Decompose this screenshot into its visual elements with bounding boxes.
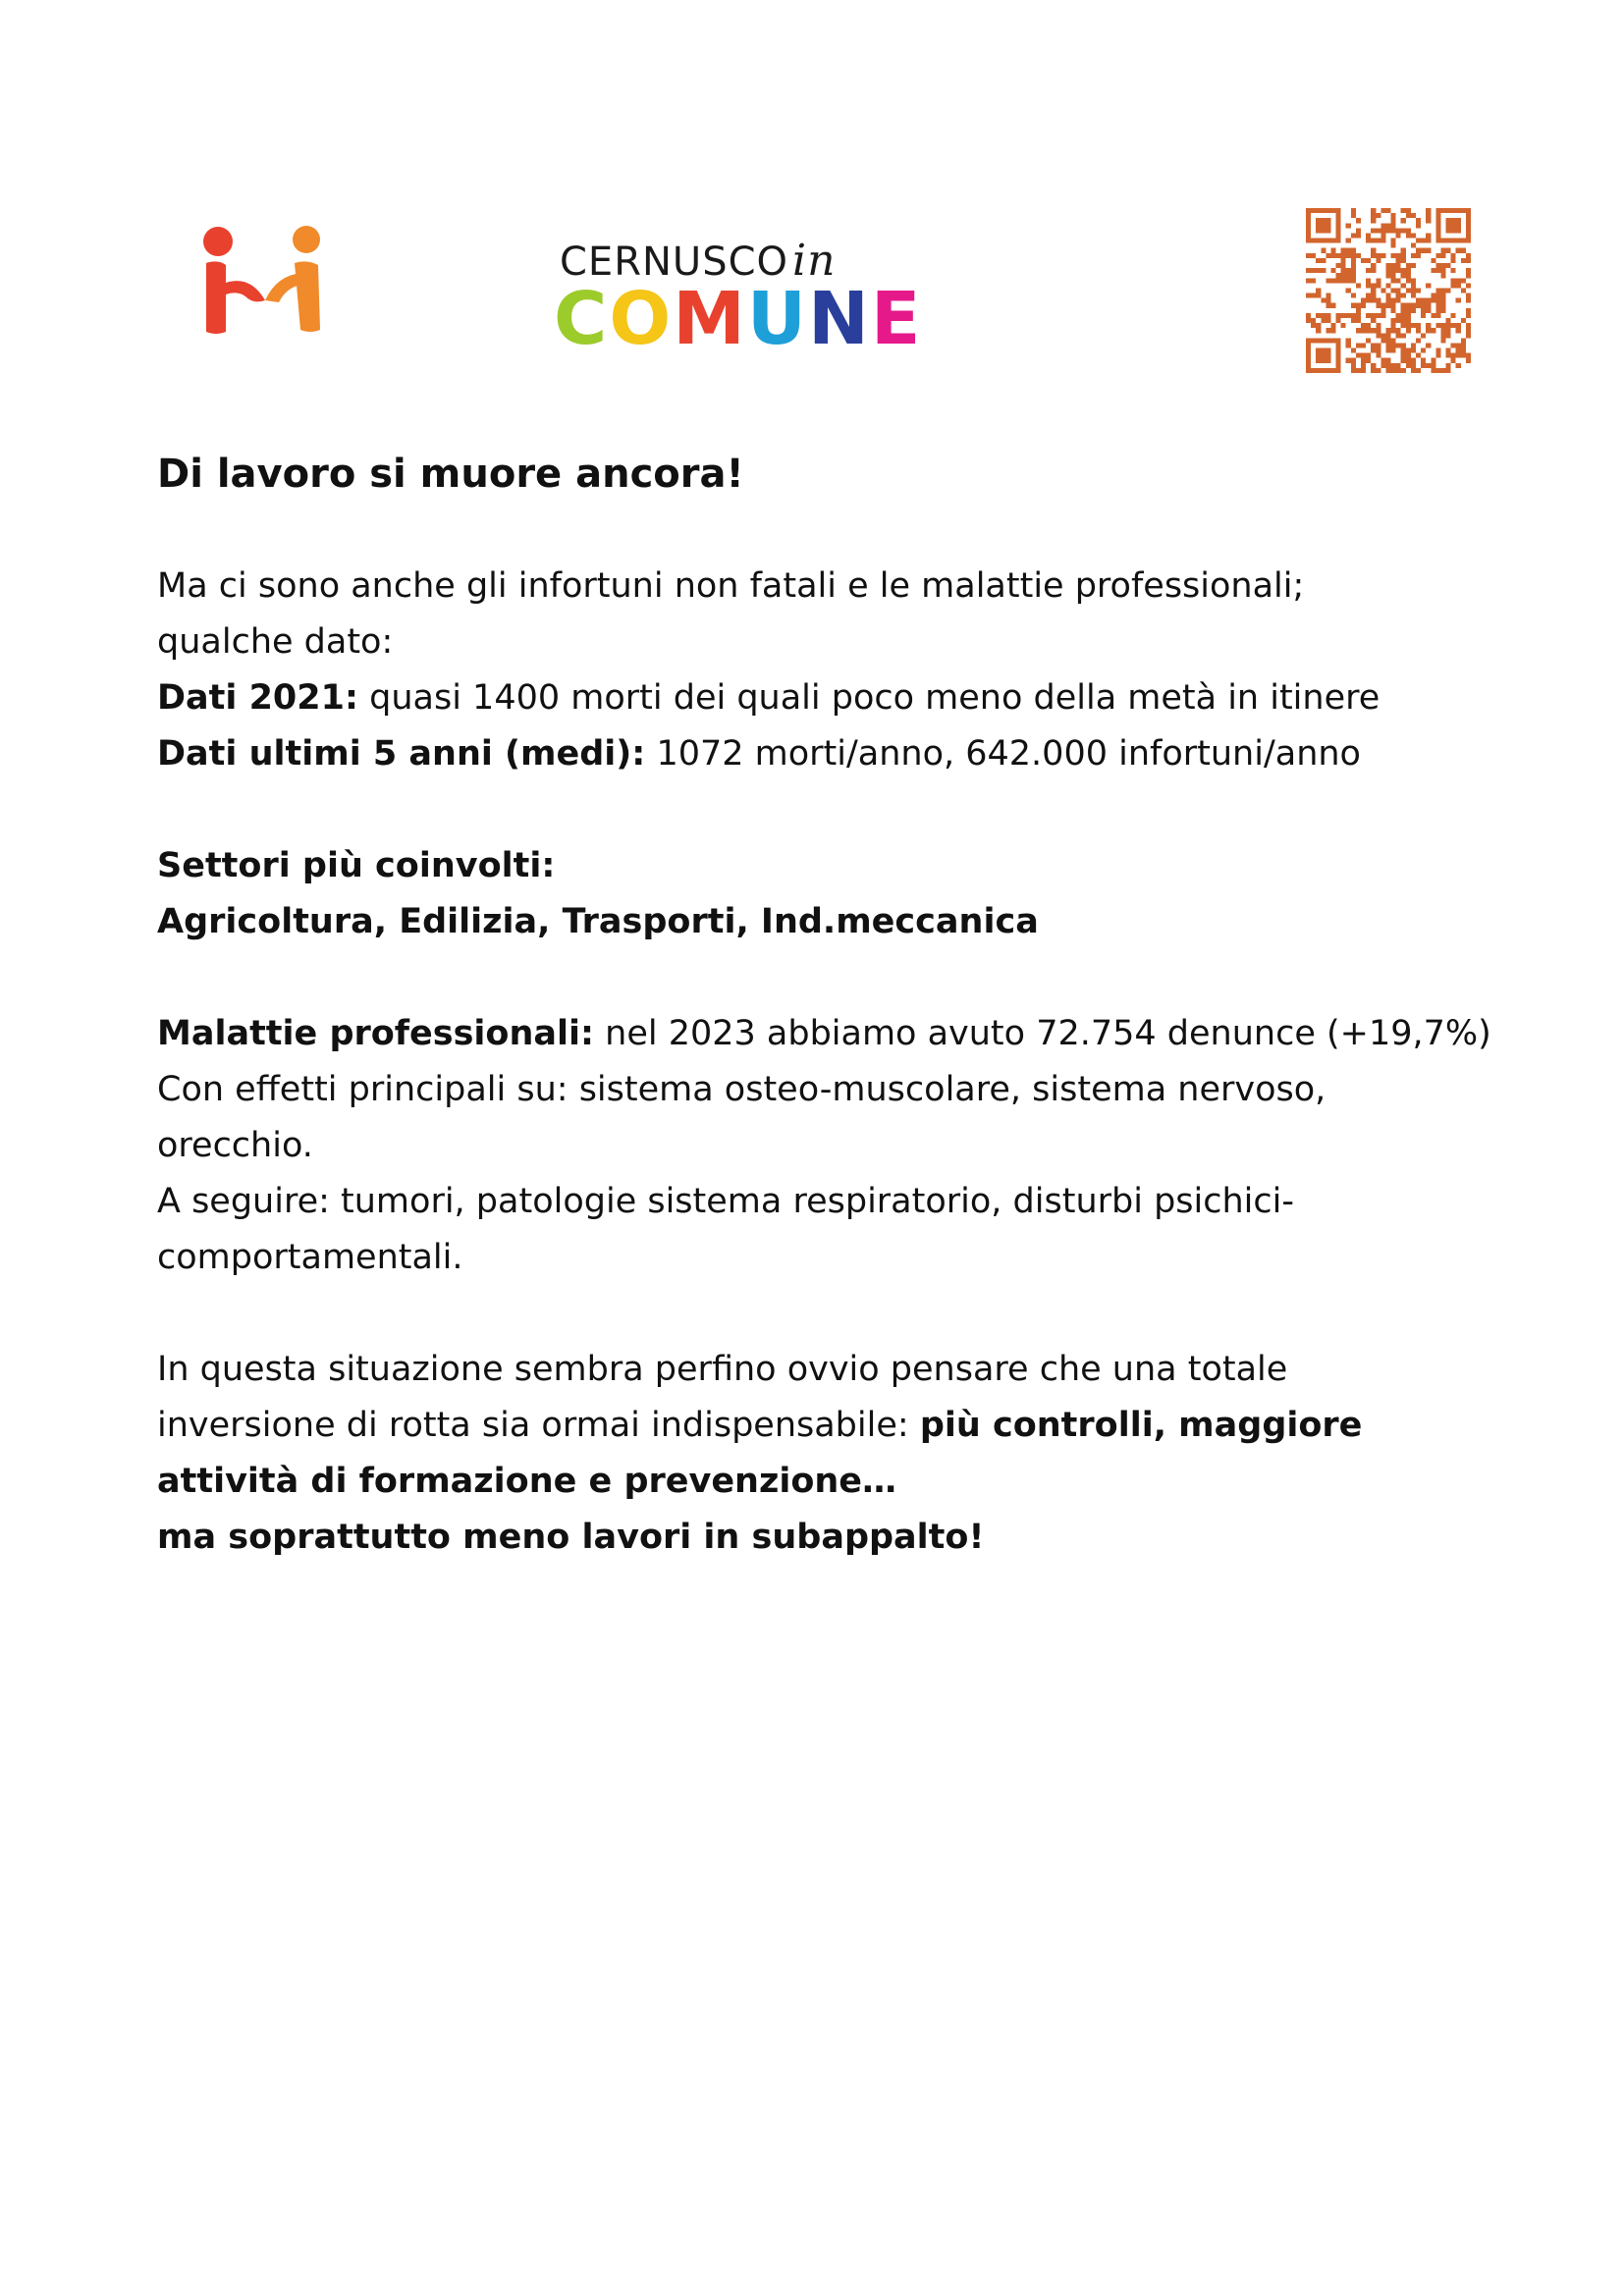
diseases-stat: Malattie professionali: nel 2023 abbiamo avuto 72.754 denunce (+19,7%) bbox=[157, 1014, 1491, 1053]
qr-code bbox=[1306, 208, 1471, 373]
logo-letter-4: N bbox=[807, 277, 871, 361]
logo-letter-2: M bbox=[673, 277, 747, 361]
logo-bottom-word bbox=[554, 277, 923, 361]
cernusco-in-comune-logo bbox=[550, 236, 923, 363]
article bbox=[157, 447, 1492, 1566]
diseases-line-5: comportamentali. bbox=[157, 1238, 463, 1277]
diseases-line-3: orecchio. bbox=[157, 1126, 313, 1165]
logo-letter-3: U bbox=[746, 277, 808, 361]
page-title: Di lavoro si muore ancora! bbox=[157, 452, 744, 497]
sectors-heading: Settori più coinvolti: bbox=[157, 846, 556, 885]
stat-2021: Dati 2021: quasi 1400 morti dei quali poco meno della metà in itinere bbox=[157, 678, 1380, 718]
logo-letter-5: E bbox=[870, 277, 923, 361]
intro-line-2: qualche dato: bbox=[157, 622, 394, 662]
logo-letter-0: C bbox=[554, 277, 610, 361]
stat-5-years: Dati ultimi 5 anni (medi): 1072 morti/anno, 642.000 infortuni/anno bbox=[157, 734, 1361, 774]
conclusion-line-3: attività di formazione e prevenzione… bbox=[157, 1462, 897, 1501]
intro-line-1: Ma ci sono anche gli infortuni non fatali e le malattie professionali; bbox=[157, 566, 1305, 606]
conclusion-line-1: In questa situazione sembra perfino ovvio pensare che una totale bbox=[157, 1350, 1288, 1389]
logo-top-line: CERNUSCOin bbox=[560, 236, 837, 286]
diseases-line-2: Con effetti principali su: sistema osteo-muscolare, sistema nervoso, bbox=[157, 1070, 1326, 1109]
logo-letter-1: O bbox=[609, 277, 674, 361]
hands-logo bbox=[196, 224, 334, 342]
diseases-line-4: A seguire: tumori, patologie sistema respiratorio, disturbi psichici- bbox=[157, 1182, 1295, 1221]
conclusion-line-2: inversione di rotta sia ormai indispensabile: più controlli, maggiore bbox=[157, 1406, 1363, 1445]
conclusion-line-4: ma soprattutto meno lavori in subappalto! bbox=[157, 1518, 985, 1557]
sectors-list: Agricoltura, Edilizia, Trasporti, Ind.meccanica bbox=[157, 902, 1039, 941]
